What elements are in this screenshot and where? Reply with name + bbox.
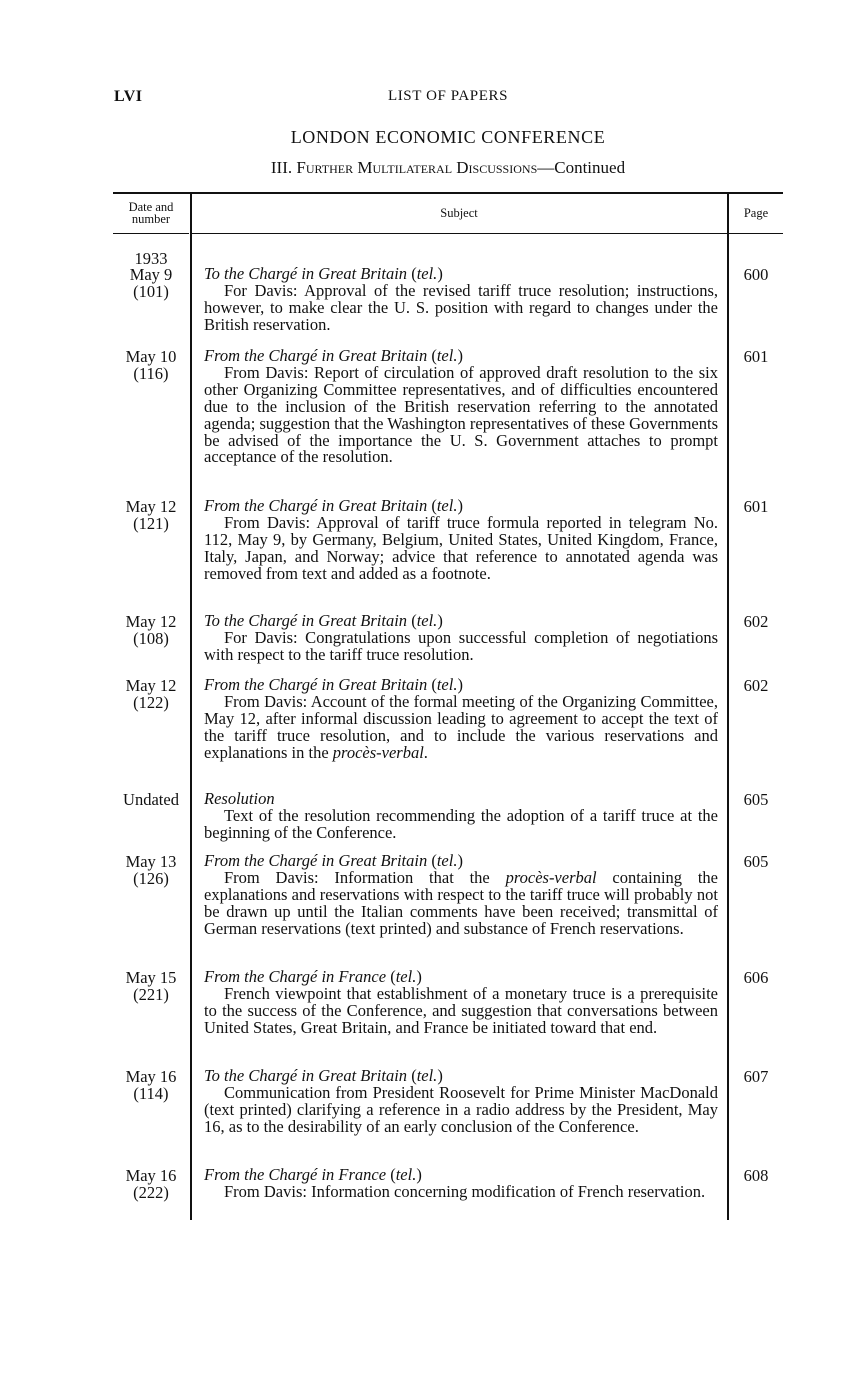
- entry-number: (222): [133, 1183, 169, 1202]
- header-rule-date: [113, 233, 189, 234]
- entry-date-text: May 10: [125, 347, 177, 366]
- entry-heading: From the Chargé in Great Britain (tel.): [204, 675, 463, 694]
- header-rule-subject: [191, 233, 727, 234]
- entry-description: From Davis: Account of the formal meeting of the Organizing Committee, May 12, after informal discussion leading to agreement to accept the text of the tariff truce resolution, and to include the various reservations and explanations in the procès-verbal.: [204, 691, 718, 762]
- entry-heading: From the Chargé in Great Britain (tel.): [204, 346, 463, 365]
- entry-number: (101): [133, 282, 169, 301]
- running-head: [114, 88, 782, 110]
- entry-subject: [204, 791, 718, 842]
- entry-subject: [204, 266, 718, 334]
- entry-page: 600: [743, 265, 769, 284]
- entry-number: (126): [133, 869, 169, 888]
- entry-date-text: May 12: [125, 612, 177, 631]
- header-rule-page: [729, 233, 783, 234]
- papers-table: [113, 192, 783, 1220]
- entry-number: (108): [133, 629, 169, 648]
- entry-subject: [204, 1068, 718, 1136]
- subsection-name: Further Multilateral Discussions: [296, 158, 538, 177]
- entry-number: (221): [133, 985, 169, 1004]
- entry-page: 602: [743, 676, 769, 695]
- subsection-title: [114, 158, 782, 178]
- entry-subject: [204, 1167, 718, 1201]
- section-title: LONDON ECONOMIC CONFERENCE: [290, 127, 606, 147]
- subsection-number: III.: [270, 158, 293, 177]
- entry-date: [113, 613, 189, 647]
- entry-date: [113, 853, 189, 887]
- entry-page: 602: [743, 612, 769, 631]
- entry-description: From Davis: Report of circulation of approved draft resolution to the six other Organizing Committee representatives, and of difficulties encountered due to the inclusion of the British reservation referring to the annotated agenda; suggestion that the Washington representatives of these Governments be advised of the importance the U. S. Government attaches to prompt acceptance of the resolution.: [204, 362, 718, 467]
- page-number: LVI: [114, 88, 143, 105]
- entry-heading: From the Chargé in France (tel.): [204, 1165, 422, 1184]
- entry-date: [113, 498, 189, 532]
- entry-description: From Davis: Information that the procès-verbal containing the explanations and reservations with respect to the tariff truce will probably not be drawn up until the Italian comments have been received; transmittal of German reservations (text printed) and substance of French reservations.: [204, 867, 719, 938]
- entry-date: [113, 1068, 189, 1102]
- entry-heading: From the Chargé in France (tel.): [204, 967, 422, 986]
- entry-heading: To the Chargé in Great Britain (tel.): [204, 264, 443, 283]
- column-divider-page: [727, 192, 729, 1220]
- entry-subject: [204, 348, 718, 466]
- entry-description: From Davis: Approval of tariff truce formula reported in telegram No. 112, May 9, by Germany, Belgium, United States, United Kingdom, France, Italy, Japan, and Norway; advice that reference to annotated agenda was removed from text and added as a footnote.: [204, 512, 718, 583]
- entry-date-text: May 16: [125, 1166, 177, 1185]
- entry-date-text: Undated: [123, 790, 179, 809]
- entry-date: [113, 348, 189, 382]
- entry-date: [113, 677, 189, 711]
- entry-subject: [204, 677, 718, 762]
- entry-subject: [204, 969, 718, 1037]
- entry-date: [113, 266, 189, 300]
- entry-number: (114): [133, 1084, 169, 1103]
- entry-description: Communication from President Roosevelt for Prime Minister MacDonald (text printed) clarifying a reference in a radio address by the President, May 16, as to the desirability of an early conclusion of the Conference.: [204, 1082, 718, 1136]
- entry-date-text: May 12: [125, 497, 177, 516]
- entry-page: 601: [743, 497, 769, 516]
- running-title: LIST OF PAPERS: [387, 88, 509, 104]
- entry-description: For Davis: Congratulations upon successful completion of negotiations with respect to the tariff truce resolution.: [204, 627, 718, 664]
- column-divider-date: [190, 192, 192, 1220]
- entry-date-text: May 15: [125, 968, 177, 987]
- entry-number: (121): [133, 514, 169, 533]
- entry-description: Text of the resolution recommending the adoption of a tariff truce at the beginning of the Conference.: [204, 805, 718, 842]
- entry-page: 607: [743, 1067, 769, 1086]
- column-header-subject: Subject: [440, 205, 478, 220]
- entry-page: 601: [743, 347, 769, 366]
- entry-date: [113, 791, 189, 808]
- year-label: 1933: [134, 249, 168, 268]
- column-header-date: Date and number: [128, 199, 174, 226]
- entry-date-text: May 9: [129, 265, 173, 284]
- entry-heading: To the Chargé in Great Britain (tel.): [204, 611, 443, 630]
- entry-number: (116): [133, 364, 169, 383]
- entry-subject: [204, 498, 718, 583]
- entry-date-text: May 16: [125, 1067, 177, 1086]
- entry-page: 608: [743, 1166, 769, 1185]
- entry-page: 606: [743, 968, 769, 987]
- entry-date-text: May 13: [125, 852, 177, 871]
- entry-subject: [204, 613, 718, 664]
- entry-heading: From the Chargé in Great Britain (tel.): [204, 851, 463, 870]
- entry-heading: Resolution: [204, 789, 275, 808]
- entry-description: French viewpoint that establishment of a monetary truce is a prerequisite to the success of the Conference, and suggestion that conversations between United States, Great Britain, and France be initiated toward that end.: [204, 983, 718, 1037]
- entry-page: 605: [743, 852, 769, 871]
- entry-description: From Davis: Information concerning modification of French reservation.: [224, 1181, 706, 1201]
- entry-page: 605: [743, 790, 769, 809]
- subsection-suffix: —Continued: [537, 158, 626, 177]
- entry-heading: From the Chargé in Great Britain (tel.): [204, 496, 463, 515]
- entry-number: (122): [133, 693, 169, 712]
- entry-date: [113, 1167, 189, 1201]
- entry-heading: To the Chargé in Great Britain (tel.): [204, 1066, 443, 1085]
- entry-date-text: May 12: [125, 676, 177, 695]
- entry-subject: [204, 853, 718, 938]
- column-header-page: Page: [743, 205, 769, 220]
- entry-description: For Davis: Approval of the revised tariff truce resolution; instructions, however, to make clear the U. S. position with regard to changes under the British reservation.: [204, 280, 718, 334]
- entry-date: [113, 969, 189, 1003]
